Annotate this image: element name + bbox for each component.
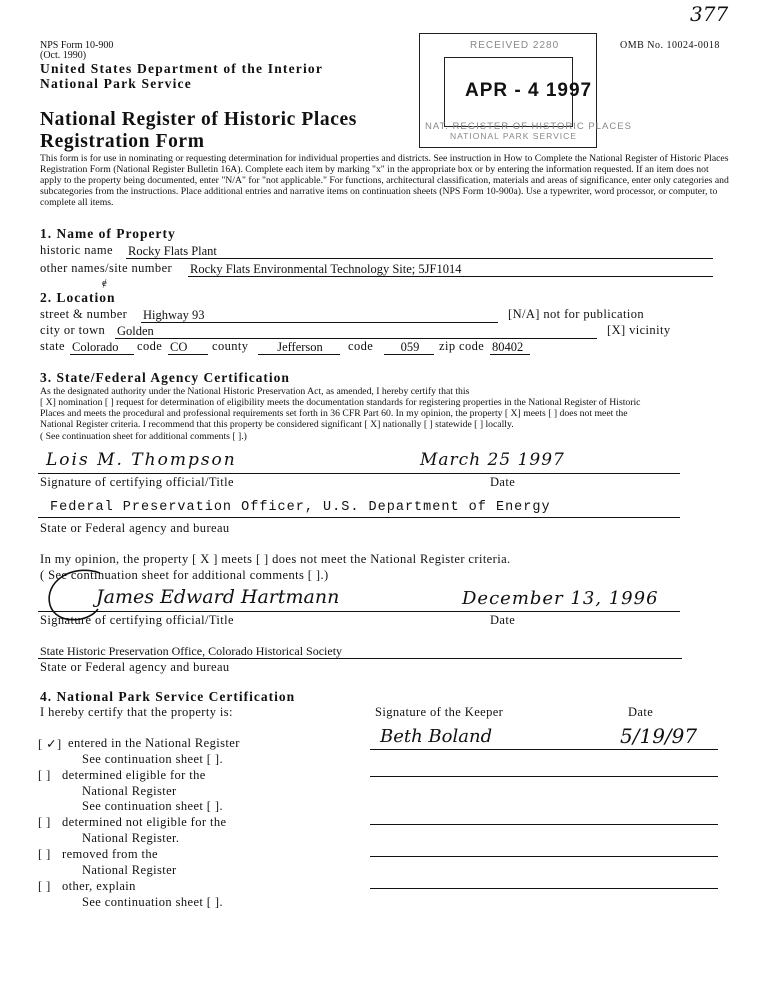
not-eligible-label: determined not eligible for the xyxy=(62,815,227,829)
eligible-sub-1: National Register xyxy=(82,784,177,798)
opinion-line-1: In my opinion, the property [ X ] meets [ ] does not meet the National Register criteria. xyxy=(40,552,511,566)
other-names-label: other names/site number xyxy=(40,261,173,275)
stamp-received-text: RECEIVED 2280 xyxy=(470,40,560,51)
eligible-continuation: See continuation sheet [ ]. xyxy=(82,799,223,813)
agency-field-1[interactable]: Federal Preservation Officer, U.S. Department of Energy xyxy=(50,500,551,515)
eligible-label: determined eligible for the xyxy=(62,768,206,782)
section-4-intro: I hereby certify that the property is: xyxy=(40,705,233,719)
form-title-line-1: National Register of Historic Places xyxy=(40,109,357,130)
stamp-date: APR - 4 1997 xyxy=(465,80,593,101)
certifying-date-2: December 13, 1996 xyxy=(462,588,659,609)
corner-page-mark: 377 xyxy=(690,2,729,26)
agency-line-2: National Park Service xyxy=(40,76,192,91)
certification-para-line-5: ( See continuation sheet for additional comments [ ].) xyxy=(40,431,247,442)
removed-label: removed from the xyxy=(62,847,158,861)
agency-label-1: State or Federal agency and bureau xyxy=(40,521,230,535)
section-4-heading: 4. National Park Service Certification xyxy=(40,689,296,704)
agency-field-2[interactable]: State Historic Preservation Office, Colorado Historical Society xyxy=(38,644,682,659)
state-field[interactable]: Colorado xyxy=(70,340,134,355)
form-instructions: This form is for use in nominating or requesting determination for individual properties and districts. See instruction in How to Complete the National Register of Historic Places Registration Form (National Register Bulletin 16A). Complete each item by marking "x" in the appropriate box or by entering the information requested. If an item does not apply to the property being documented, enter "N/A" for "not applicable." For functions, architectural classification, materials and areas of significance, enter only categories and subcategories from the instructions. Place additional entries and narrative items on continuation sheets (NPS Form 10-900a). Use a typewriter, word processor, or computer, to complete all items. xyxy=(40,153,729,208)
keeper-date: 5/19/97 xyxy=(620,724,698,748)
entered-label: entered in the National Register xyxy=(68,736,240,750)
keeper-line-4 xyxy=(370,856,718,857)
state-label: state xyxy=(40,339,65,353)
certification-para-line-4: National Register criteria. I recommend that this property be considered significant [ X] nationally [ ] statewide [ ] locally. xyxy=(40,419,514,430)
form-number: NPS Form 10-900 xyxy=(40,40,114,51)
other-label: other, explain xyxy=(62,879,136,893)
county-code-label: code xyxy=(348,339,374,353)
other-checkbox[interactable]: [ ] xyxy=(38,879,51,893)
county-field[interactable]: Jefferson xyxy=(258,340,340,355)
form-title-line-2: Registration Form xyxy=(40,131,205,152)
agency-label-2: State or Federal agency and bureau xyxy=(40,660,230,674)
date-label-2: Date xyxy=(490,613,516,627)
entered-continuation: See continuation sheet [ ]. xyxy=(82,752,223,766)
zip-label: zip code xyxy=(439,339,485,353)
date-label-1: Date xyxy=(490,475,516,489)
county-code-field[interactable]: 059 xyxy=(384,340,434,355)
not-for-publication: [N/A] not for publication xyxy=(508,307,645,321)
keeper-line-3 xyxy=(370,824,718,825)
city-label: city or town xyxy=(40,323,106,337)
keeper-signature: Beth Boland xyxy=(380,726,493,747)
certifying-date-1: March 25 1997 xyxy=(420,450,565,470)
other-continuation: See continuation sheet [ ]. xyxy=(82,895,223,909)
street-label: street & number xyxy=(40,307,128,321)
keeper-date-label: Date xyxy=(628,705,654,719)
signature-line-1 xyxy=(38,473,680,474)
entered-checkbox[interactable]: [ ✓] xyxy=(38,737,62,751)
certifying-signature-2: James Edward Hartmann xyxy=(96,586,340,608)
stray-mark: ɇ xyxy=(102,277,107,289)
keeper-line-5 xyxy=(370,888,718,889)
section-1-heading: 1. Name of Property xyxy=(40,226,176,241)
certifying-signature-1: Lois M. Thompson xyxy=(46,450,237,470)
street-field[interactable]: Highway 93 xyxy=(141,308,498,323)
removed-checkbox[interactable]: [ ] xyxy=(38,847,51,861)
stamp-bottom-text: NAT. REGISTER OF HISTORIC PLACES xyxy=(425,121,632,132)
keeper-line-2 xyxy=(370,776,718,777)
state-code-field[interactable]: CO xyxy=(168,340,208,355)
not-eligible-checkbox[interactable]: [ ] xyxy=(38,815,51,829)
county-label: county xyxy=(212,339,249,353)
signature-label-1: Signature of certifying official/Title xyxy=(40,475,234,489)
section-3-heading: 3. State/Federal Agency Certification xyxy=(40,370,290,385)
zip-field[interactable]: 80402 xyxy=(490,340,530,355)
form-date: (Oct. 1990) xyxy=(40,50,87,61)
eligible-checkbox[interactable]: [ ] xyxy=(38,768,51,782)
section-2-heading: 2. Location xyxy=(40,290,116,305)
stamp-bottom-text-2: NATIONAL PARK SERVICE xyxy=(450,131,577,141)
certification-para-line-1: As the designated authority under the National Historic Preservation Act, as amended, I hereby certify that this xyxy=(40,386,470,397)
keeper-line-1 xyxy=(370,749,718,750)
certification-para-line-3: Places and meets the procedural and professional requirements set forth in 36 CFR Part 60. In my opinion, the property [ X] meets [ ] does not meet the xyxy=(40,408,628,419)
city-field[interactable]: Golden xyxy=(115,324,597,339)
other-names-field[interactable]: Rocky Flats Environmental Technology Site; 5JF1014 xyxy=(188,262,713,277)
not-eligible-sub: National Register. xyxy=(82,831,180,845)
historic-name-field[interactable]: Rocky Flats Plant xyxy=(126,244,713,259)
agency-line-1: United States Department of the Interior xyxy=(40,61,324,76)
vicinity-checkbox[interactable]: [X] vicinity xyxy=(607,323,671,337)
signature-label-2: Signature of certifying official/Title xyxy=(40,613,234,627)
state-code-label: code xyxy=(137,339,163,353)
opinion-line-2: ( See continuation sheet for additional comments [ ].) xyxy=(40,568,329,582)
signature-line-2 xyxy=(38,611,680,612)
agency-line-1-rule xyxy=(38,517,680,518)
historic-name-label: historic name xyxy=(40,243,113,257)
removed-sub: National Register xyxy=(82,863,177,877)
keeper-signature-label: Signature of the Keeper xyxy=(375,705,504,719)
certification-para-line-2: [ X] nomination [ ] request for determination of eligibility meets the documentation standards for registering properties in the National Register of Historic xyxy=(40,397,641,408)
omb-number: OMB No. 10024-0018 xyxy=(620,40,720,51)
